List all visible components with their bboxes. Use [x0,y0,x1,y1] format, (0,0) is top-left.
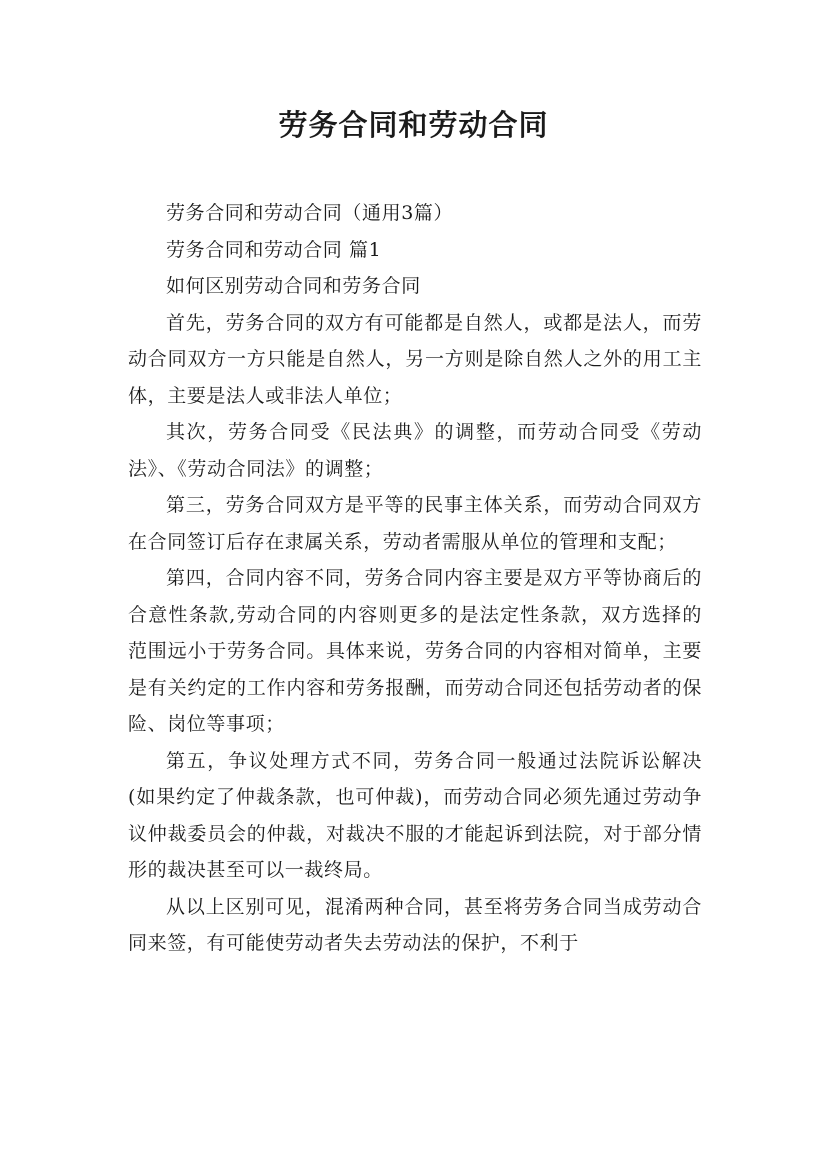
paragraph-fifth: 第五，争议处理方式不同，劳务合同一般通过法院诉讼解决(如果约定了仲裁条款，也可仲裁)，而劳动合同必须先通过劳动争议仲裁委员会的仲裁，对裁决不服的才能起诉到法院，对于部分情形的裁决甚至可以一裁终局。 [128,749,702,881]
paragraph-third: 第三，劳务合同双方是平等的民事主体关系，而劳动合同双方在合同签订后存在隶属关系，劳动者需服从单位的管理和支配； [128,494,702,553]
paragraph-first: 首先，劳务合同的双方有可能都是自然人，或都是法人，而劳动合同双方一方只能是自然人，另一方则是除自然人之外的用工主体，主要是法人或非法人单位； [128,311,702,407]
paragraph-conclusion: 从以上区别可见，混淆两种合同，甚至将劳务合同当成劳动合同来签，有可能使劳动者失去劳动法的保护，不利于 [128,895,702,954]
paragraph-section-heading: 劳务合同和劳动合同 篇1 [166,238,382,261]
document-title: 劳务合同和劳动合同 [278,108,549,142]
document-body [128,195,702,962]
paragraph-second: 其次，劳务合同受《民法典》的调整，而劳动合同受《劳动法》、《劳动合同法》的调整； [128,421,702,480]
paragraph-subtitle: 劳务合同和劳动合同（通用3篇） [166,202,454,224]
paragraph-question: 如何区别劳动合同和劳务合同 [166,275,421,297]
paragraph-fourth: 第四，合同内容不同，劳务合同内容主要是双方平等协商后的合意性条款,劳动合同的内容则更多的是法定性条款，双方选择的范围远小于劳务合同。具体来说，劳务合同的内容相对简单，主要是有关约定的工作内容和劳务报酬，而劳动合同还包括劳动者的保险、岗位等事项； [128,567,702,735]
